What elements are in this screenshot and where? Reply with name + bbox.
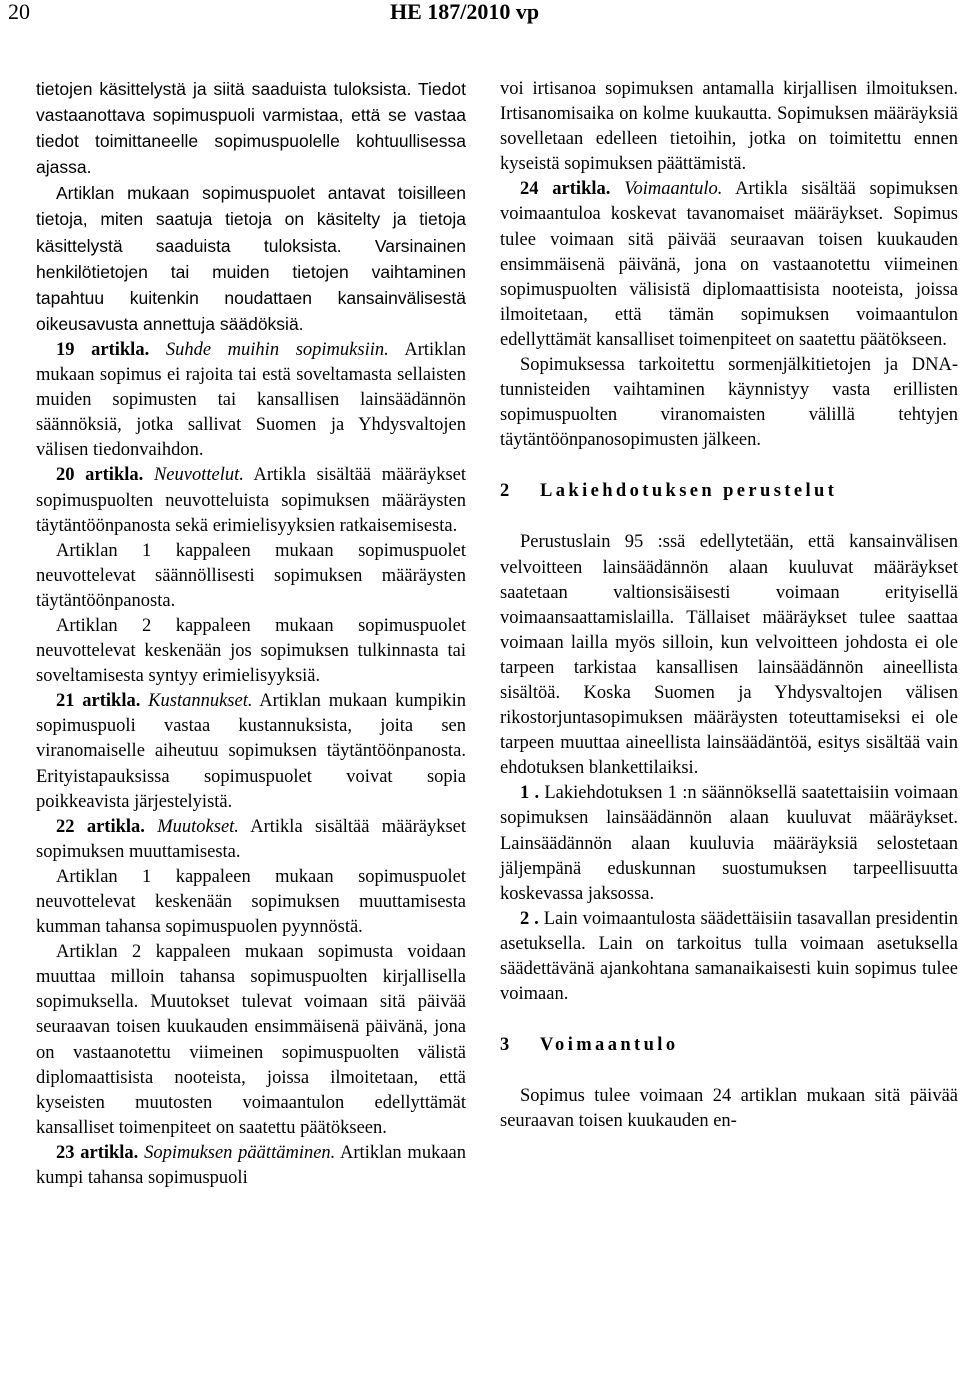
article-title: Kustannukset.: [148, 691, 253, 712]
article-text: Artikla sisältää määräykset sopimuspuolten neuvotteluista sopimuksen määräysten täytäntöönpanosta sekä erimielisyyksien ratkaisemisesta.: [36, 465, 466, 536]
article-text: Artikla sisältää määräykset sopimuksen muuttamisesta.: [36, 816, 467, 862]
article-number: 19 artikla.: [56, 339, 150, 360]
article-title: Suhde muihin sopimuksiin.: [165, 339, 389, 360]
article-text: Artikla sisältää sopimuksen voimaantuloa koskevat tavanomaiset määräykset. Sopimus tulee voimaan sitä päivää seuraavan toisen kuukauden ensimmäisenä päivänä, jona on vastaanotettu viimeinen sopimuspuolten välisistä diplomaattisista nooteista, joissa ilmoitetaan, että tämän sopimuksen voimaantulon edellyttämät kansalliset toimenpiteet on saatettu päätökseen.: [500, 179, 958, 350]
section-ref: 1 .: [520, 783, 540, 804]
section-title: Lakiehdotuksen perustelut: [540, 481, 838, 502]
section-ref: 2 .: [520, 908, 539, 929]
paragraph: voi irtisanoa sopimuksen antamalla kirjallisen ilmoituksen. Irtisanomisaika on kolme kuukautta. Sopimuksen määräyksiä sovelletaan edelleen tietoihin, jotka on toimitettu ennen kyseistä sopimuksen päättämistä.: [500, 79, 958, 175]
article-title: Neuvottelut.: [153, 465, 244, 486]
article-number: 21 artikla.: [56, 691, 141, 712]
paragraph: Sopimus tulee voimaan 24 artiklan mukaan sitä päivää seuraavan toisen kuukauden en-: [500, 1086, 958, 1132]
article-title: Muutokset.: [157, 816, 239, 837]
paragraph: Perustuslain 95 :ssä edellytetään, että kansainvälisen velvoitteen lainsäädännön alaan kuuluvat määräykset saatetaan valtionsisäisesti voimaan erityisellä voimaansaattamislailla. Tällaiset määräykset tulee saattaa voimaan lailla myös silloin, kun velvoitteen johdosta ei ole tarpeen tarkistaa kansallisen lainsäädännön aineellista sisältöä. Koska Suomen ja Yhdysvaltojen välisen rikostorjuntasopimuksen määräysten toteuttamiseksi ei ole tarpeen muuttaa aineellista lainsäädäntöä, esitys sisältää vain ehdotuksen blankettilaiksi.: [500, 532, 958, 779]
document-reference: HE 187/2010 vp: [390, 0, 540, 24]
section-number: 3: [500, 1035, 510, 1056]
article-title: Voimaantulo.: [624, 179, 723, 200]
article-24: [500, 177, 958, 353]
left-column: [36, 77, 466, 1191]
section-paragraph-1: [500, 781, 958, 906]
section-heading: [500, 479, 958, 504]
article-number: 24 artikla.: [520, 179, 611, 200]
article-number: 22 artikla.: [56, 816, 145, 837]
section-paragraph-2: [500, 907, 958, 1007]
section-heading: [500, 1033, 958, 1058]
article-text: Artiklan mukaan sopimus ei rajoita tai estä soveltamasta sellaisten muiden sopimusten tai kansallisen lainsäädännön säännöksiä, jotka sallivat Suomen ja Yhdysvaltojen välisen tiedonvaihdon.: [36, 339, 467, 461]
paragraph: Artiklan 1 kappaleen mukaan sopimuspuolet neuvottelevat säännöllisesti sopimuksen määräysten täytäntöönpanosta.: [36, 540, 466, 611]
paragraph: Artiklan 2 kappaleen mukaan sopimuspuolet neuvottelevat keskenään jos sopimuksen tulkinnasta tai soveltamisesta syntyy erimielisyyksiä.: [36, 615, 466, 687]
article-20: [36, 463, 466, 538]
section-number: 2: [500, 481, 510, 502]
article-number: 20 artikla.: [56, 465, 144, 486]
article-text: Artiklan mukaan kumpi tahansa sopimuspuoli: [36, 1142, 466, 1189]
article-23: [36, 1141, 466, 1191]
paragraph: Sopimuksessa tarkoitettu sormenjälkitietojen ja DNA-tunnisteiden vaihtaminen käynnistyy vasta erillisten sopimuspuolten viranomaisten välillä tehtyjen täytäntöönpanosopimusten jälkeen.: [500, 355, 958, 451]
section-title: Voimaantulo: [540, 1035, 679, 1056]
article-number: 23 artikla.: [56, 1142, 139, 1163]
article-22: [36, 815, 466, 865]
article-title: Sopimuksen päättäminen.: [144, 1142, 336, 1163]
article-text: Artiklan mukaan kumpikin sopimuspuoli vastaa kustannuksista, joita sen viranomaiselle aiheutuu sopimuksen täytäntöönpanosta. Erityistapauksissa sopimuspuolet voivat sopia poikkeavista järjestelyistä.: [36, 691, 466, 812]
article-21: [36, 689, 466, 814]
paragraph: Artiklan 1 kappaleen mukaan sopimuspuolet neuvottelevat keskenään sopimuksen muuttamisesta kumman tahansa sopimuspuolen pyynnöstä.: [36, 866, 466, 938]
paragraph: Artiklan 2 kappaleen mukaan sopimusta voidaan muuttaa milloin tahansa sopimuspuolten kirjallisella sopimuksella. Muutokset tulevat voimaan sitä päivää seuraavan toisen kuukauden ensimmäisenä päivänä, jona on vastaanotettu viimeinen sopimuspuolten välistä diplomaattisista nooteista, joissa ilmoitetaan, että kyseisten muutosten voimaantulon edellyttämät kansalliset toimenpiteet on saatettu päätökseen.: [36, 942, 466, 1138]
page-number: 20: [8, 0, 30, 24]
article-19: [36, 338, 466, 463]
paragraph: Artiklan mukaan sopimuspuolet antavat toisilleen tietoja, miten saatuja tietoja on käsitelty ja tietoja käsittelystä saaduista tuloksista. Varsinainen henkilötietojen tai muiden tietojen vaihtaminen tapahtuu kuitenkin noudattaen kansainvälisestä oikeusavusta annettuja säädöksiä.: [36, 183, 466, 334]
paragraph-text: Lakiehdotuksen 1 :n säännöksellä saatettaisiin voimaan sopimuksen lainsäädännön alaan kuuluvat määräykset. Lainsäädännön alaan kuuluvia määräyksiä selostetaan jäljempänä eduskunnan suostumuksen tarpeellisuutta koskevassa jaksossa.: [500, 783, 958, 904]
paragraph: tietojen käsittelystä ja siitä saaduista tuloksista. Tiedot vastaanottava sopimuspuoli varmistaa, että se vastaa tiedot toimittaneelle sopimuspuolelle kohtuullisessa ajassa.: [36, 79, 466, 178]
paragraph-text: Lain voimaantulosta säädettäisiin tasavallan presidentin asetuksella. Lain on tarkoitus tulla voimaan asetuksella säädettävänä ajankohtana samanaikaisesti kuin sopimus tulee voimaan.: [500, 908, 959, 1005]
right-column: [500, 77, 958, 1134]
